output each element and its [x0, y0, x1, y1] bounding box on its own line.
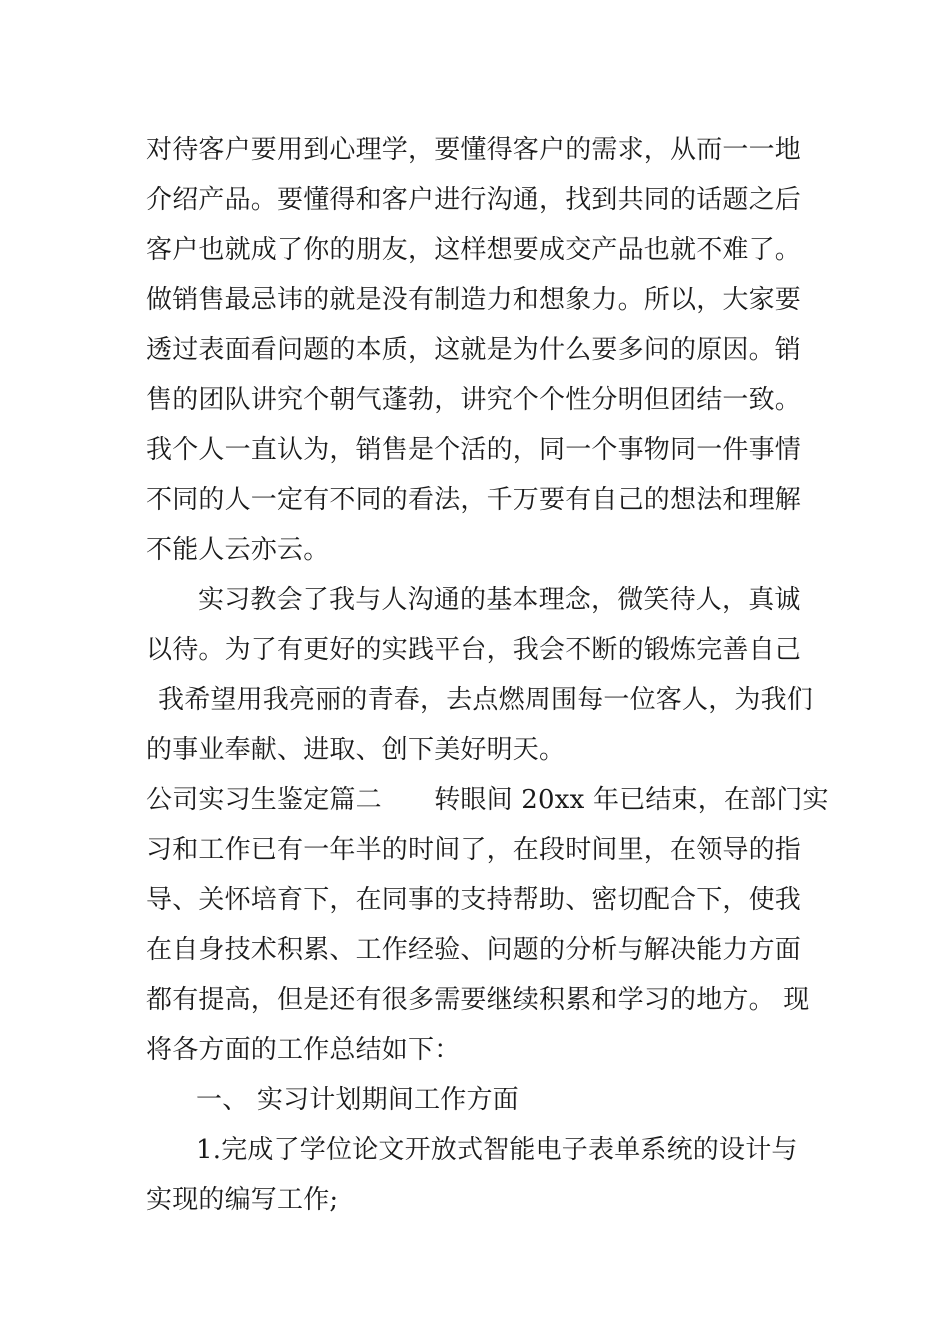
text-line: 在自身技术积累、工作经验、问题的分析与解决能力方面	[146, 935, 802, 965]
text-line: 我个人一直认为，销售是个活的，同一个事物同一件事情	[146, 435, 802, 465]
text-line: 实现的编写工作;	[146, 1185, 339, 1215]
list-item-line: 1.完成了学位论文开放式智能电子表单系统的设计与	[196, 1135, 798, 1165]
text-line: 对待客户要用到心理学，要懂得客户的需求，从而一一地	[146, 135, 802, 165]
text-line: 导、关怀培育下，在同事的支持帮助、密切配合下，使我	[146, 885, 802, 915]
text-line: 介绍产品。要懂得和客户进行沟通，找到共同的话题之后	[146, 185, 802, 215]
text-line: 我希望用我亮丽的青春，去点燃周围每一位客人，为我们	[158, 685, 814, 715]
text-line: 习和工作已有一年半的时间了，在段时间里，在领导的指	[146, 835, 802, 865]
text-line: 做销售最忌讳的就是没有制造力和想象力。所以，大家要	[146, 285, 802, 315]
section-heading-line: 公司实习生鉴定篇二 转眼间 20xx 年已结束，在部门实	[146, 785, 829, 815]
text-line: 不能人云亦云。	[146, 535, 330, 565]
text-line: 客户也就成了你的朋友，这样想要成交产品也就不难了。	[146, 235, 802, 265]
text-line: 不同的人一定有不同的看法，千万要有自己的想法和理解	[146, 485, 802, 515]
text-line: 以待。为了有更好的实践平台，我会不断的锻炼完善自己	[146, 635, 802, 665]
text-line: 售的团队讲究个朝气蓬勃，讲究个个性分明但团结一致。	[146, 385, 802, 415]
text-line: 将各方面的工作总结如下：	[146, 1035, 461, 1065]
text-line: 的事业奉献、进取、创下美好明天。	[146, 735, 566, 765]
text-line: 都有提高，但是还有很多需要继续积累和学习的地方。 现	[146, 985, 810, 1015]
text-line: 实习教会了我与人沟通的基本理念，微笑待人，真诚	[198, 585, 801, 615]
text-line: 透过表面看问题的本质，这就是为什么要多问的原因。销	[146, 335, 802, 365]
list-heading-line: 一、 实习计划期间工作方面	[196, 1085, 519, 1115]
